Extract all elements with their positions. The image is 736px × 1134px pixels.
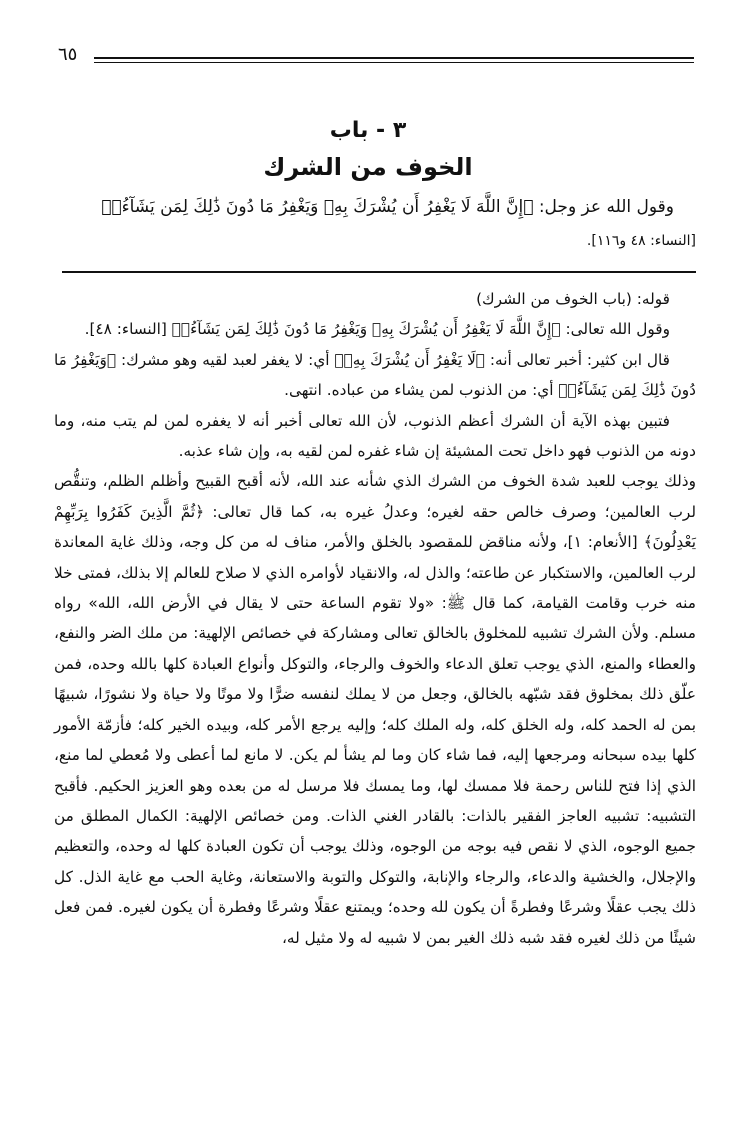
commentary-heading: قوله: (باب الخوف من الشرك) <box>476 290 670 308</box>
header-rule-thin <box>94 62 694 63</box>
chapter-title: الخوف من الشرك <box>263 153 473 181</box>
commentary-paragraph: قال ابن كثير: أخبر تعالى أنه: ﴿لَا يَغْفِرُ أَن يُشْرَكَ بِهِۦ﴾ أي: لا يغفر لعبد لقيه وهو مشرك: ﴿وَيَغْفِرُ مَا دُونَ ذَٰلِكَ لِمَن يَشَآءُۚ﴾ أي: من الذنوب لمن يشاء من عباده. انتهى. <box>54 350 696 400</box>
commentary-paragraph: فتبين بهذه الآية أن الشرك أعظم الذنوب، لأن الله تعالى أخبر أنه لا يغفره لمن لم يتب منه، وما دونه من الذنوب فهو داخل تحت المشيئة إن شاء غفره لمن لقيه به، وإن شاء عذبه. <box>54 411 696 461</box>
commentary-paragraph: وقول الله تعالى: ﴿إِنَّ اللَّهَ لَا يَغْفِرُ أَن يُشْرَكَ بِهِۦ وَيَغْفِرُ مَا دُونَ ذَٰلِكَ لِمَن يَشَآءُۚ﴾ [النساء: ٤٨]. <box>84 320 670 339</box>
chapter-number: ٣ - باب <box>329 118 407 143</box>
header-rule <box>94 57 694 59</box>
intro-citation: [النساء: ٤٨ و١١٦]. <box>586 233 696 249</box>
chapter-intro <box>58 190 696 258</box>
section-divider <box>62 271 696 273</box>
commentary-text <box>54 284 696 953</box>
commentary-paragraph: وذلك يوجب للعبد شدة الخوف من الشرك الذي شأنه عند الله، لأنه أقبح القبيح وأظلم الظلم، وتنقُّص لرب العالمين؛ وصرف خالص حقه لغيره؛ وعدلُ غيره به، كما قال تعالى: ﴿ثُمَّ الَّذِينَ كَفَرُوا بِرَبِّهِمْ يَعْدِلُونَ﴾ [الأنعام: ١]، ولأنه مناقض للمقصود بالخلق والأمر، مناف له من كل وجه، وذلك غاية المعاندة لرب العالمين، والاستكبار عن طاعته؛ والذل له، والانقياد لأوامره الذي لا صلاح للعالم إلا بذلك، فمتى خلا منه خرب وقامت القيامة، كما قال ﷺ: «ولا تقوم الساعة حتى لا يقال في الأرض الله، الله» رواه مسلم. ولأن الشرك تشبيه للمخلوق بالخالق تعالى ومشاركة في خصائص الإلهية: من ملك الضر والنفع، والعطاء والمنع، الذي يوجب تعلق الدعاء والخوف والرجاء، والتوكل وأنواع العبادة كلها بالله وحده، فمن علّق ذلك بمخلوق فقد شبّهه بالخالق، وجعل من لا يملك لنفسه ضرًّا ولا موتًا ولا حياة ولا نشورًا، شبيهًا بمن له الحمد كله، وله الخلق كله، وله الملك كله؛ وإليه يرجع الأمر كله، وبيده الخير كله؛ فأزمّة الأمور كلها بيده سبحانه ومرجعها إليه، فما شاء كان وما لم يشأ لم يكن. لا مانع لما أعطى ولا مُعطي لما منع، الذي إذا فتح للناس رحمة فلا ممسك لها، وما يمسك فلا مرسل له من بعده وهو العزيز الحكيم. فأقبح التشبيه: تشبيه العاجز الفقير بالذات: بالقادر الغني الذات. ومن خصائص الإلهية: الكمال المطلق من جميع الوجوه، الذي لا نقص فيه بوجه من الوجوه، وذلك يوجب أن تكون العبادة كلها له وحده، والتعظيم والإجلال، والخشية والدعاء، والرجاء والإنابة، والتوكل والتوبة والاستعانة، وغاية الحب مع غاية الذل. كل ذلك يجب عقلًا وشرعًا وفطرةً أن يكون لله وحده؛ ويمتنع عقلًا وشرعًا وفطرة أن يكون لغيره. فمن فعل شيئًا من ذلك لغيره فقد شبه ذلك الغير بمن لا شبيه له ولا مثيل له، <box>54 472 697 947</box>
page-header <box>50 40 694 70</box>
intro-verse: وقول الله عز وجل: ﴿إِنَّ اللَّهَ لَا يَغْفِرُ أَن يُشْرَكَ بِهِۦ وَيَغْفِرُ مَا دُونَ ذَٰلِكَ لِمَن يَشَآءُۚ﴾ <box>101 197 674 217</box>
page-number: ٦٥ <box>58 44 78 65</box>
chapter-heading <box>0 114 736 186</box>
